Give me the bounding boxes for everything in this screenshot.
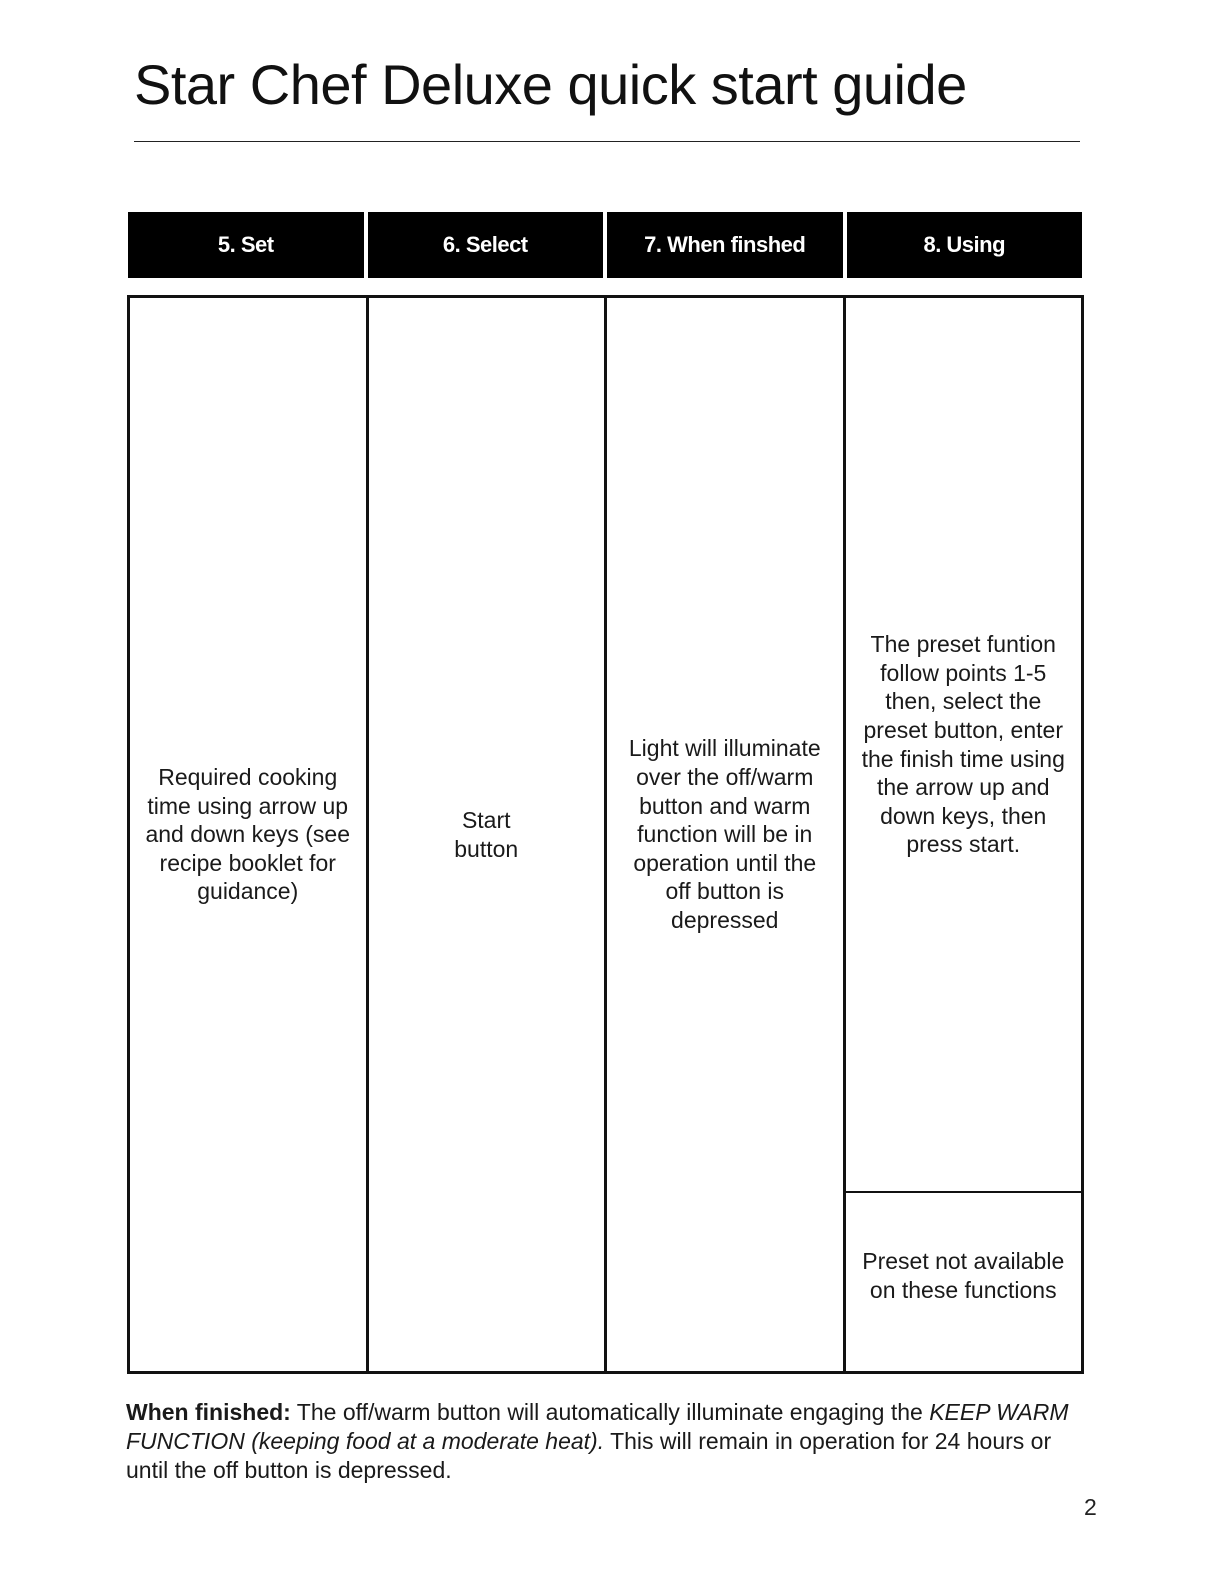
column-when-finished (604, 298, 843, 1371)
instruction-table (127, 295, 1084, 1374)
using-instruction: The preset funtion follow points 1-5 then, select the preset button, enter the finish time using the arrow up and down keys, then press start. (861, 631, 1065, 858)
table-header (128, 212, 1082, 278)
column-set (130, 298, 366, 1371)
footnote-italic: KEEP WARM FUNCTION (keeping food at a moderate heat). (126, 1399, 1069, 1454)
footnote-text: The off/warm button will automatically illuminate engaging the (290, 1399, 930, 1425)
header-set: 5. Set (128, 212, 364, 278)
page-title: Star Chef Deluxe quick start guide (134, 53, 967, 116)
header-using: 8. Using (847, 212, 1083, 278)
set-instruction: Required cooking time using arrow up and down keys (see recipe booklet for guidance) (145, 764, 351, 905)
preset-note: Preset not available on these functions (862, 1248, 1065, 1303)
footnote-label: When finished: (126, 1399, 291, 1425)
page-number: 2 (1084, 1494, 1097, 1520)
header-select: 6. Select (368, 212, 604, 278)
title-divider (134, 141, 1080, 142)
footnote (126, 1398, 1086, 1485)
column-using (843, 298, 1082, 1371)
column-select (366, 298, 605, 1371)
select-instruction: Start button (454, 806, 519, 862)
when-finished-instruction: Light will illuminate over the off/warm button and warm function will be in operation until the off button is depressed (628, 735, 821, 933)
footnote-text-end: This will remain in operation for 24 hours or until the off button is depressed. (126, 1428, 1052, 1483)
header-when-finished: 7. When finshed (607, 212, 843, 278)
